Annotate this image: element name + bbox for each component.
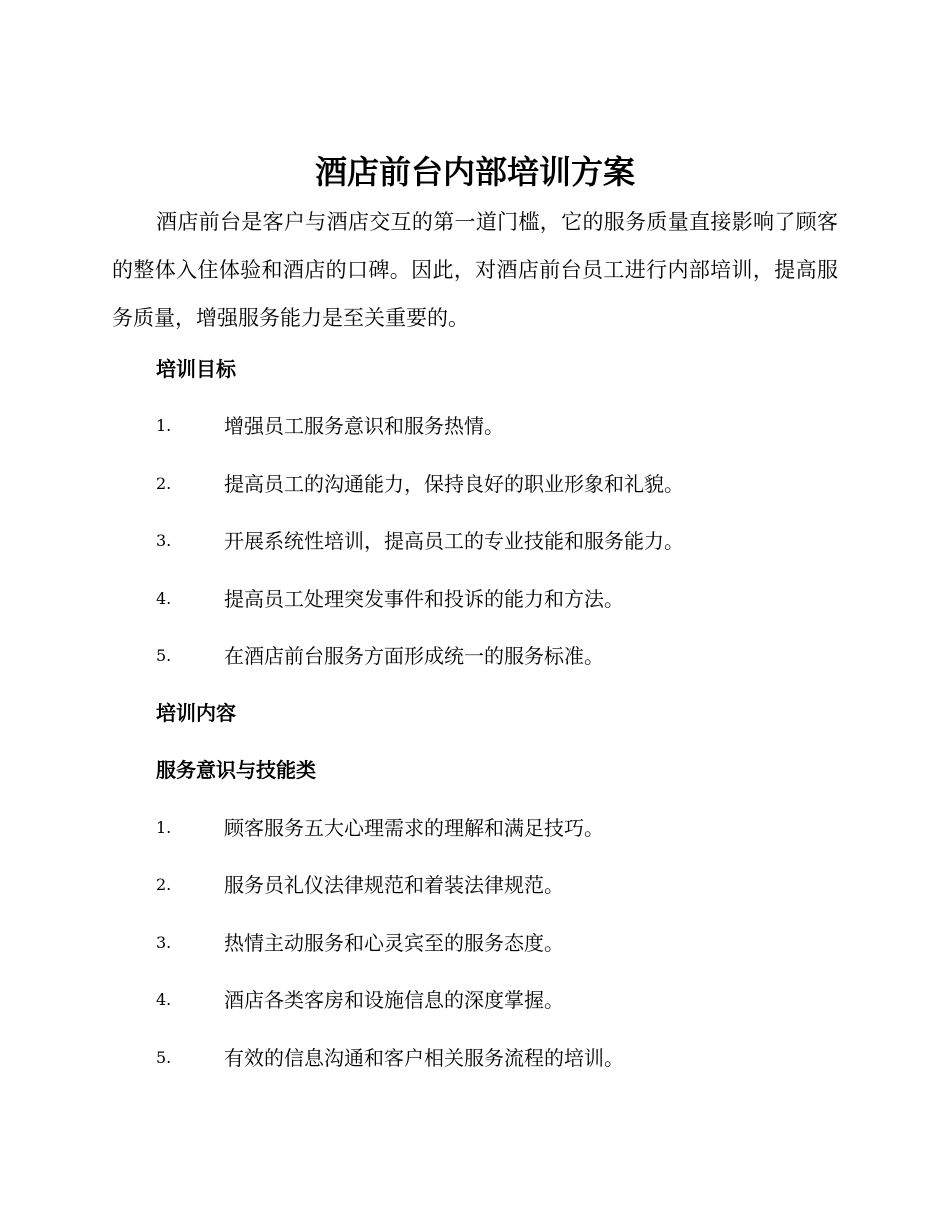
list-item-text: 有效的信息沟通和客户相关服务流程的培训。 — [224, 1046, 624, 1070]
list-item-number: 1. — [156, 818, 172, 837]
list-item — [156, 411, 856, 441]
list-item-text: 提高员工处理突发事件和投诉的能力和方法。 — [224, 587, 624, 611]
list-item — [156, 928, 856, 958]
subsection-heading: 服务意识与技能类 — [156, 758, 316, 782]
list-item-text: 开展系统性培训，提高员工的专业技能和服务能力。 — [224, 529, 684, 553]
document-title: 酒店前台内部培训方案 — [314, 153, 635, 191]
intro-paragraph: 酒店前台是客户与酒店交互的第一道门槛，它的服务质量直接影响了顾客的整体入住体验和酒店的口碑。因此，对酒店前台员工进行内部培训，提高服务质量，增强服务能力是至关重要的。 — [112, 210, 838, 330]
list-item-number: 4. — [156, 990, 172, 1009]
list-item-number: 5. — [156, 646, 172, 665]
list-item-text: 顾客服务五大心理需求的理解和满足技巧。 — [224, 816, 604, 840]
list-item — [156, 526, 856, 556]
list-item — [156, 641, 856, 671]
list-item-number: 2. — [156, 875, 172, 894]
list-item-text: 增强员工服务意识和服务热情。 — [224, 414, 504, 438]
list-item-number: 5. — [156, 1048, 172, 1067]
list-item-number: 3. — [156, 933, 172, 952]
list-item-text: 热情主动服务和心灵宾至的服务态度。 — [224, 931, 564, 955]
list-item-text: 酒店各类客房和设施信息的深度掌握。 — [224, 988, 564, 1012]
list-item-number: 1. — [156, 416, 172, 435]
list-item-number: 3. — [156, 531, 172, 550]
list-item — [156, 584, 856, 614]
section-heading-content: 培训内容 — [156, 701, 236, 725]
list-item — [156, 1043, 856, 1073]
list-item — [156, 870, 856, 900]
list-item — [156, 985, 856, 1015]
list-item-text: 提高员工的沟通能力，保持良好的职业形象和礼貌。 — [224, 472, 684, 496]
list-item — [156, 813, 856, 843]
list-item-number: 2. — [156, 474, 172, 493]
section-heading-goals: 培训目标 — [156, 357, 236, 381]
list-item — [156, 469, 856, 499]
list-item-number: 4. — [156, 589, 172, 608]
list-item-text: 在酒店前台服务方面形成统一的服务标准。 — [224, 644, 604, 668]
list-item-text: 服务员礼仪法律规范和着装法律规范。 — [224, 873, 564, 897]
